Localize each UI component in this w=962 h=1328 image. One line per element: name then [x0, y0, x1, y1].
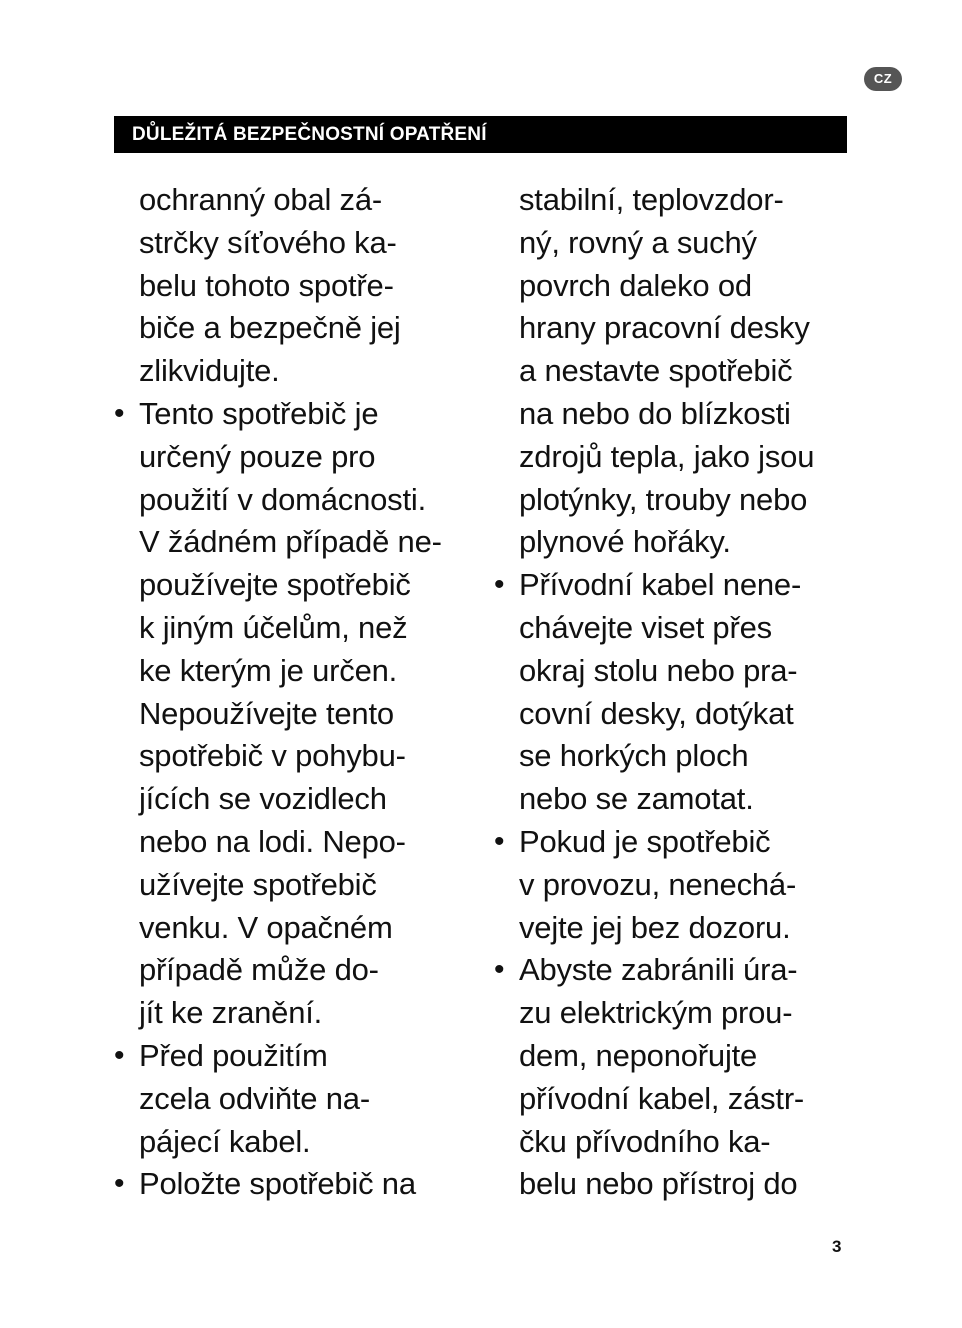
bullet-item [114, 1035, 474, 1163]
text-line: k jiným účelům, než [139, 609, 408, 645]
text-line: spotřebič v pohybu- [139, 738, 406, 774]
text-line: přívodní kabel, zástr- [519, 1080, 805, 1116]
page-number: 3 [832, 1237, 842, 1256]
text-line: • Abyste zabránili úra- [519, 952, 798, 988]
text-line: • Tento spotřebič je [139, 395, 379, 431]
text-line: zdrojů tepla, jako jsou [519, 438, 815, 474]
bullet-item [494, 821, 854, 949]
text-line: jít ke zranění. [139, 995, 323, 1031]
text-line: pájecí kabel. [139, 1123, 311, 1159]
text-line: • Pokud je spotřebič [519, 823, 771, 859]
language-badge: CZ [864, 67, 902, 91]
text-line: biče a bezpečně jej [139, 310, 401, 346]
bullet-item [494, 949, 854, 1206]
text-line: V žádném případě ne- [139, 524, 442, 560]
right-text-column [494, 179, 854, 1206]
text-line: se horkých ploch [519, 738, 749, 774]
text-line: v provozu, nenechá- [519, 866, 797, 902]
text-line: covní desky, dotýkat [519, 695, 794, 731]
text-line: strčky síťového ka- [139, 224, 397, 260]
text-line: a nestavte spotřebič [519, 353, 793, 389]
text-line: plynové hořáky. [519, 524, 731, 560]
text-line: zlikvidujte. [139, 353, 280, 389]
text-line: na nebo do blízkosti [519, 395, 791, 431]
text-line: stabilní, teplovzdor- [519, 182, 784, 217]
text-line: užívejte spotřebič [139, 866, 377, 902]
text-line: jících se vozidlech [139, 781, 387, 817]
text-line: čku přívodního ka- [519, 1123, 771, 1159]
text-line: dem, neponořujte [519, 1037, 758, 1073]
text-line: Nepoužívejte tento [139, 695, 394, 731]
text-line: nebo se zamotat. [519, 781, 754, 817]
text-line: ochranný obal zá- [139, 182, 383, 217]
text-line: • Položte spotřebič na [139, 1166, 416, 1202]
text-line: • Přívodní kabel nene- [519, 567, 802, 603]
text-line: určený pouze pro [139, 438, 376, 474]
text-line: ný, rovný a suchý [519, 224, 757, 260]
bullet-item [494, 564, 854, 821]
section-title: DŮLEŽITÁ BEZPEČNOSTNÍ OPATŘENÍ [132, 124, 487, 145]
continued-paragraph [114, 179, 474, 393]
continued-paragraph [494, 179, 854, 564]
text-line: • Před použitím [139, 1037, 328, 1073]
text-line: belu tohoto spotře- [139, 267, 394, 303]
text-line: belu nebo přístroj do [519, 1166, 798, 1202]
text-line: případě může do- [139, 952, 379, 988]
text-line: zcela odviňte na- [139, 1080, 370, 1116]
bullet-item [114, 393, 474, 1035]
text-line: okraj stolu nebo pra- [519, 652, 798, 688]
section-header [114, 116, 847, 153]
text-line: povrch daleko od [519, 267, 752, 303]
text-line: vejte jej bez dozoru. [519, 909, 791, 945]
text-line: ke kterým je určen. [139, 652, 398, 688]
text-line: venku. V opačném [139, 909, 393, 945]
text-line: chávejte viset přes [519, 609, 772, 645]
text-line: hrany pracovní desky [519, 310, 810, 346]
text-line: zu elektrickým prou- [519, 995, 793, 1031]
text-line: použití v domácnosti. [139, 481, 427, 517]
text-line: plotýnky, trouby nebo [519, 481, 808, 517]
text-line: nebo na lodi. Nepo- [139, 823, 406, 859]
left-text-column [114, 179, 474, 1206]
text-line: používejte spotřebič [139, 567, 411, 603]
bullet-item [114, 1163, 474, 1206]
